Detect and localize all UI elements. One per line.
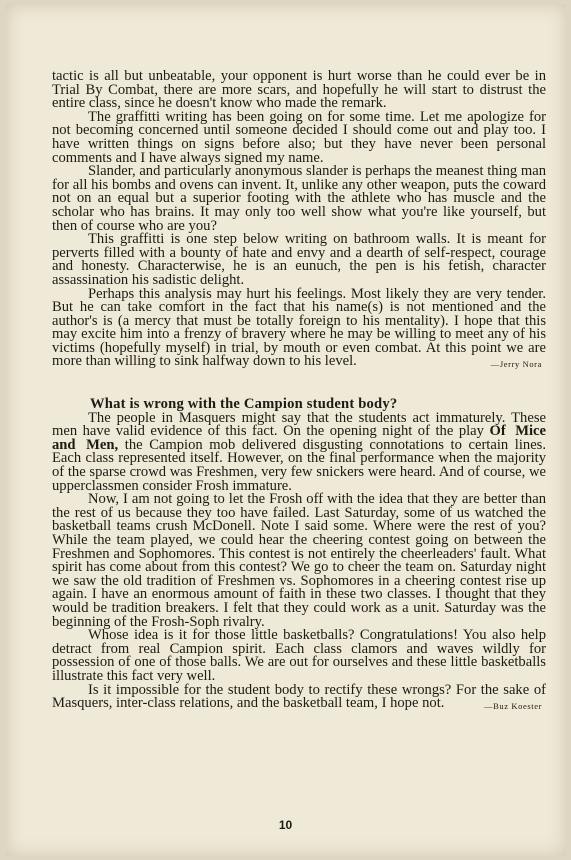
paragraph: tactic is all but unbeatable, your opponent is hurt worse than he could ever be in Trial By Combat, there are more scars, and hopefully he will start to distrust the entire class, since he doesn't know who made the remark.: [52, 68, 546, 112]
page-body: [52, 70, 546, 713]
paragraph-text: The people in Masquers might say that the students act immaturely. These men have valid evidence of this fact. On the opening night of the play: [52, 409, 546, 440]
magazine-page: [6, 4, 566, 856]
paragraph: Whose idea is it for those little basketballs? Congratulations! You also help detract from real Campion spirit. Each class clamors and waves wildly for possession of one of those balls. We are out for ourselves and these little basketballs illustrate this fact very well.: [52, 627, 546, 684]
paragraph: Is it impossible for the student body to rectify these wrongs? For the sake of Masquers, inter-class relations, and the basketball team, I hope not.: [52, 681, 546, 712]
author-signature: —Jerry Nora: [490, 359, 542, 370]
paragraph: Now, I am not going to let the Frosh off with the idea that they are better than the rest of us because they too have failed. Last Saturday, some of us watched the basketball teams crush McDonell. Note I said some. Where were the rest of you? While the team played, we could hear the cheering contest going on between the Freshmen and Sophomores. This contest is not entirely the cheerleaders' fault. What spirit has come about from this contest? We go to cheer the team on. Saturday night we saw the old tradition of Freshmen vs. Sophomores in a cheering contest rise up again. I have an enormous amount of faith in these two classes. I thought that they would be tradition breakers. I felt that they could work as a unit. Saturday was the beginning of the Frosh-Soph rivalry.: [52, 491, 546, 630]
paragraph: The graffitti writing has been going on for some time. Let me apologize for not becoming concerned until someone decided I should come out and play too. I have written things on signs before also; but they have never been personal comments and I have always signed my name.: [52, 108, 546, 166]
play-title: Of Mice and Men,: [52, 423, 546, 453]
article-heading: What is wrong with the Campion student body?: [90, 396, 398, 413]
paragraph: Perhaps this analysis may hurt his feelings. Most likely they are very tender. But he can take comfort in the fact that his name(s) is not mentioned and the author's is (a mercy that must be totally foreign to his mentality). I hope that this may excite him into a frenzy of bravery where he may be willing to meet any of his victims (hopefully myself) in trial, by mouth or even combat. At this point we are more than willing to sink halfway down to his level.: [52, 285, 546, 370]
paragraph-text: the Campion mob delivered disgusting connotations to certain lines. Each class represented itself. However, on the final performance when the majority of the sparse crowd was Freshmen, very few snickers were heard. And of course, we upperclassmen consider Frosh immature.: [52, 436, 546, 494]
paragraph: Slander, and particularly anonymous slander is perhaps the meanest thing man for all his bombs and ovens can invent. It, unlike any other weapon, puts the coward not on an equal but a superior footing with the athlete who has muscle and the scholar who has brains. It may only too well show what you're like yourself, but then of course who are you?: [52, 163, 546, 234]
author-signature: —Buz Koester: [484, 700, 542, 711]
paragraph: This graffitti is one step below writing on bathroom walls. It is meant for perverts filled with a bounty of hate and envy and a dearth of self-respect, courage and honesty. Characterwise, he is an eunuch, the pen is his fetish, character assassination his sadistic delight.: [52, 231, 546, 288]
page-number: 10: [278, 818, 293, 832]
paragraph: [52, 409, 546, 494]
